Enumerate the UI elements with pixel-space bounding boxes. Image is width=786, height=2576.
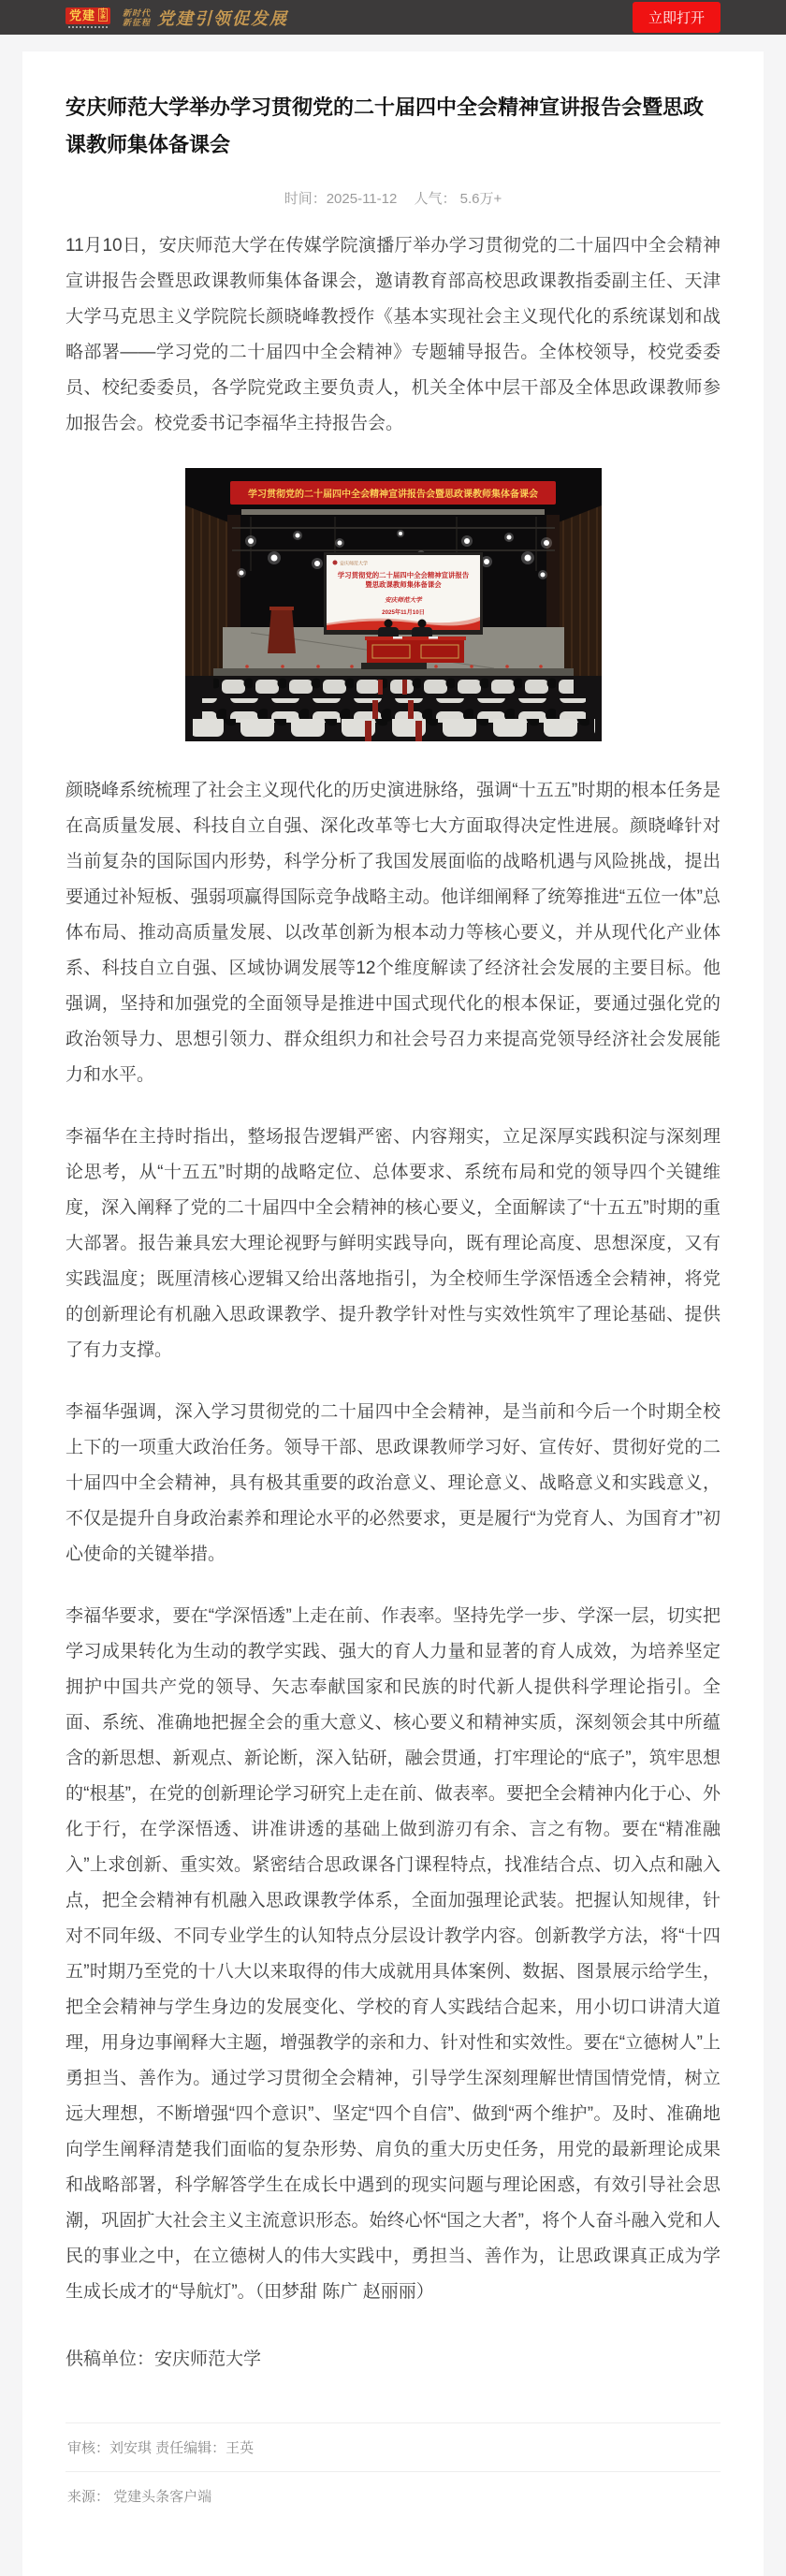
- contributor-line: 供稿单位：安庆师范大学: [66, 2349, 262, 2369]
- article-footer: [66, 2422, 720, 2520]
- logo-side-text: 头 条: [100, 9, 107, 21]
- photo-banner-text: 学习贯彻党的二十届四中全会精神宣讲报告会暨思政课教师集体备课会: [247, 490, 538, 500]
- app-logo[interactable]: [66, 7, 110, 28]
- article-body-rest: [66, 773, 720, 2310]
- logo-caption-strip: [68, 26, 108, 28]
- screen-school-text: 安庆师范大学: [384, 597, 422, 604]
- slogan-main-text: 党建引领促发展: [157, 8, 289, 28]
- open-app-button[interactable]: 立即打开: [633, 2, 720, 33]
- header-slogan: [123, 6, 288, 30]
- article-paragraph: 李福华要求，要在“学深悟透”上走在前、作表率。坚持先学一步、学深一层，切实把学习成果转化为生动的教学实践、强大的育人力量和显著的育人成效，为培养坚定拥护中国共产党的领导、矢志奉献国家和民族的时代新人提供科学理论指引。全面、系统、准确地把握全会的重大意义、核心要义和精神实质，深刻领会其中所蕴含的新思想、新观点、新论断，深入钻研，融会贯通，打牢理论的“底子”，筑牢思想的“根基”，在党的创新理论学习研究上走在前、做表率。要把全会精神内化于心、外化于行，在学深悟透、讲准讲透的基础上做到游刃有余、言之有物。要在“精准融入”上求创新、重实效。紧密结合思政课各门课程特点，找准结合点、切入点和融入点，把全会精神有机融入思政课教学体系，全面加强理论武装。把握认知规律，针对不同年级、不同专业学生的认知特点分层设计教学内容。创新教学方法，将“十四五”时期乃至党的十八大以来取得的伟大成就用具体案例、数据、图景展示给学生，把全会精神与学生身边的发展变化、学校的育人实践结合起来，用小切口讲清大道理，用身边事阐释大主题，增强教学的亲和力、针对性和实效性。要在“立德树人”上勇担当、善作为。通过学习贯彻全会精神，引导学生深刻理解世情国情党情，树立远大理想，不断增强“四个意识”、坚定“四个自信”、做到“两个维护”。及时、准确地向学生阐释清楚我们面临的复杂形势、肩负的重大历史任务，用党的最新理论成果和战略部署，科学解答学生在成长中遇到的现实问题与理论困惑，有效引导社会思潮，巩固扩大社会主义主流意识形态。始终心怀“国之大者”，将个人奋斗融入党和人民的事业之中，在立德树人的伟大实践中，勇担当、善作为，让思政课真正成为学生成长成才的“导航灯”。（田梦甜 陈广 赵丽丽）: [66, 1606, 720, 2302]
- article-paragraph: 11月10日，安庆师范大学在传媒学院演播厅举办学习贯彻党的二十届四中全会精神宣讲报告会暨思政课教师集体备课会，邀请教育部高校思政课教指委副主任、天津大学马克思主义学院院长颜晓峰教授作《基本实现社会主义现代化的系统谋划和战略部署——学习党的二十届四中全会精神》专题辅导报告。全体校领导，校党委委员、校纪委委员，各学院党政主要负责人，机关全体中层干部及全体思政课教师参加报告会。校党委书记李福华主持报告会。: [66, 236, 720, 433]
- article-body-lead: [66, 228, 720, 442]
- article-paragraph: 颜晓峰系统梳理了社会主义现代化的历史演进脉络，强调“十五五”时期的根本任务是在高质量发展、科技自立自强、深化改革等七大方面取得决定性进展。颜晓峰针对当前复杂的国际国内形势，科学分析了我国发展面临的战略机遇与风险挑战，提出要通过补短板、强弱项赢得国际竞争战略主动。他详细阐释了统筹推进“五位一体”总体布局、推动高质量发展、以改革创新为根本动力等核心要义，并从现代化产业体系、科技自立自强、区域协调发展等12个维度解读了经济社会发展的主要目标。他强调，坚持和加强党的全面领导是推进中国式现代化的根本保证，要通过强化党的政治领导力、思想引领力、群众组织力和社会号召力来提高党领导经济社会发展能力和水平。: [66, 781, 720, 1085]
- meta-views: 人气： 5.6万+: [414, 191, 502, 207]
- screen-title-line1: 学习贯彻党的二十届四中全会精神宣讲报告: [337, 571, 469, 579]
- app-header: [0, 0, 786, 35]
- article-title: 安庆师范大学举办学习贯彻党的二十届四中全会精神宣讲报告会暨思政课教师集体备课会: [66, 95, 705, 156]
- slogan-small-text: 新时代 新征程: [123, 7, 152, 27]
- article-paragraph: 李福华强调，深入学习贯彻党的二十届四中全会精神，是当前和今后一个时期全校上下的一项重大政治任务。领导干部、思政课教师学习好、宣传好、贯彻好党的二十届四中全会精神，具有极其重要的政治意义、理论意义、战略意义和实践意义，不仅是提升自身政治素养和理论水平的必然要求，更是履行“为党育人、为国育才”初心使命的关键举措。: [66, 1402, 720, 1564]
- source-row: 来源： 党建头条客户端: [66, 2471, 720, 2520]
- review-row: 审核：刘安琪 责任编辑：王英: [66, 2422, 720, 2471]
- article-card: [22, 51, 764, 2576]
- conference-photo-svg: [185, 468, 602, 741]
- screen-title-line2: 暨思政课教师集体备课会: [364, 580, 442, 589]
- article-body: [66, 228, 720, 2378]
- article-paragraph: 李福华在主持时指出，整场报告逻辑严密、内容翔实，立足深厚实践积淀与深刻理论思考，从“十五五”时期的战略定位、总体要求、系统布局和党的领导四个关键维度，深入阐释了党的二十届四中全会精神的核心要义，全面解读了“十五五”时期的重大部署。报告兼具宏大理论视野与鲜明实践导向，既有理论高度、思想深度，又有实践温度；既厘清核心逻辑又给出落地指引，为全校师生学深悟透全会精神，将党的创新理论有机融入思政课教学、提升教学针对性与实效性筑牢了理论基础、提供了有力支撑。: [66, 1127, 720, 1360]
- article-photo: [185, 468, 602, 741]
- screen-logo-text: 安庆师范大学: [339, 561, 368, 567]
- meta-time: 时间：2025-11-12: [284, 191, 398, 207]
- logo-main-text: 党建: [69, 7, 96, 22]
- logo-box: [66, 7, 110, 24]
- screen-date-text: 2025年11月10日: [381, 609, 425, 616]
- article-meta: [66, 188, 720, 208]
